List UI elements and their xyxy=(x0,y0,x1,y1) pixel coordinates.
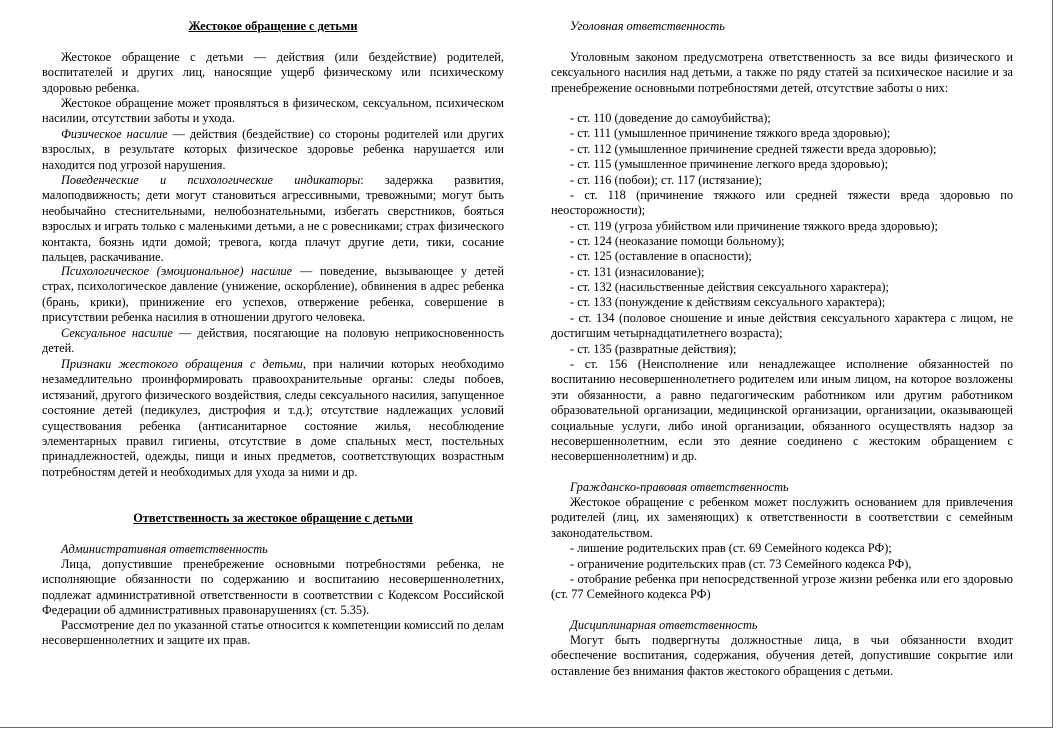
text-signs: , при наличии которых необходимо незамедлительно проинформировать правоохранительные органы: следы побоев, истязаний, другого физического воздействия, следы сексуального насилия, запущенное состояние детей (педикулез, дистрофия и т.д.); отсутствие надлежащих условий существования ребенка (антисанитарное состояние жилья, несоблюдение элементарных правил гигиены, отсутствие в доме спальных мест, постельных принадлежностей, одежды, пищи и иных предметов, соответствующих возрастным потребностям детей и необходимых для ухода за ними и др. xyxy=(42,357,504,479)
civil-item: - лишение родительских прав (ст. 69 Семейного кодекса РФ); xyxy=(570,541,892,555)
criminal-item: - ст. 112 (умышленное причинение средней тяжести вреда здоровью); xyxy=(570,142,937,156)
civil-heading: Гражданско-правовая ответственность xyxy=(570,480,789,494)
admin-paragraph-2: Рассмотрение дел по указанной статье относится к компетенции комиссий по делам несовершеннолетних и защите их прав. xyxy=(42,618,504,648)
term-sexual-violence: Сексуальное насилие xyxy=(61,326,173,340)
paragraph-forms: Жестокое обращение может проявляться в физическом, сексуальном, психическом насилии, отсутствии заботы и ухода. xyxy=(42,96,504,126)
criminal-item: - ст. 115 (умышленное причинение легкого вреда здоровью); xyxy=(570,157,889,171)
criminal-item: - ст. 110 (доведение до самоубийства); xyxy=(570,111,771,125)
paragraph-psychological-violence xyxy=(42,264,504,326)
criminal-heading: Уголовная ответственность xyxy=(570,19,725,33)
disciplinary-heading: Дисциплинарная ответственность xyxy=(570,618,758,632)
paragraph-sexual-violence xyxy=(42,326,504,357)
term-indicators: Поведенческие и психологические индикаторы xyxy=(61,173,361,187)
civil-item: - ограничение родительских прав (ст. 73 Семейного кодекса РФ), xyxy=(570,557,912,571)
text-psychological-violence: — поведение, вызывающее у детей страх, психологическое давление (унижение, оскорбление), обвинения в адрес ребенка (брань, крики), принижение его успехов, отвержение ребенка, совершение в присутствии ребенка насилия в отношении другого человека. xyxy=(42,264,504,325)
admin-heading: Административная ответственность xyxy=(61,542,268,556)
criminal-item: - ст. 111 (умышленное причинение тяжкого вреда здоровью); xyxy=(570,126,891,140)
criminal-item: - ст. 131 (изнасилование); xyxy=(570,265,705,279)
paragraph-physical-violence xyxy=(42,127,504,173)
term-psychological-violence: Психологическое (эмоциональное) насилие xyxy=(61,264,293,278)
criminal-item: - ст. 125 (оставление в опасности); xyxy=(570,249,752,263)
paragraph-indicators xyxy=(42,173,504,265)
disciplinary-text: Могут быть подвергнуты должностные лица, в чьи обязанности входит обеспечение воспитания, содержания, обучения детей, допустившие сокрытие или оставление без внимания фактов жестокого обращения с детьми. xyxy=(551,633,1013,678)
term-signs: Признаки жестокого обращения с детьми xyxy=(61,357,303,371)
criminal-item: - ст. 119 (угроза убийством или причинение тяжкого вреда здоровью); xyxy=(570,219,938,233)
section-title: Жестокое обращение с детьми xyxy=(188,19,358,33)
text-physical-violence: — действия (бездействие) со стороны родителей или других взрослых, в результате которых физическое здоровье ребенка нарушается или находится под угрозой нарушения. xyxy=(42,127,504,172)
paragraph-definition: Жестокое обращение с детьми — действия (или бездействие) родителей, воспитателей и других лиц, наносящие ущерб физическому или психическому здоровью ребенка. xyxy=(42,50,504,95)
criminal-item: - ст. 124 (неоказание помощи больному); xyxy=(570,234,785,248)
criminal-item: - ст. 118 (причинение тяжкого или средней тяжести вреда здоровью по неосторожности); xyxy=(551,188,1013,218)
text-sexual-violence: — действия, посягающие на половую неприкосновенность детей. xyxy=(42,326,504,356)
criminal-item: - ст. 156 (Неисполнение или ненадлежащее исполнение обязанностей по воспитанию несовершеннолетнего родителем или иным лицом, на которое возложены эти обязанности, а равно педагогическим работником или другим работником образовательной организации, медицинской организации, организации, оказывающей социальные услуги, либо иной организации, обязанного осуществлять надзор за несовершеннолетним, если это деяние соединено с жестоким обращением с несовершеннолетним) и др. xyxy=(551,357,1013,464)
criminal-item: - ст. 133 (понуждение к действиям сексуального характера); xyxy=(570,295,886,309)
text-indicators: : задержка развития, малоподвижность; дети могут становиться агрессивными, тревожными; могут быть необычайно стеснительными, нелюбознательными, избегать сверстников, бояться взрослых и играть только с маленькими детьми, а не с ровесниками; страх физического контакта, боязнь идти домой; тревога, когда плачут другие дети, тики, сосание пальцев, раскачивание. xyxy=(42,173,504,265)
admin-paragraph-1: Лица, допустившие пренебрежение основными потребностями ребенка, не исполняющие обязанности по содержанию и воспитанию несовершеннолетних, подлежат административной ответственности в соответствии с Кодексом Российской Федерации об административных правонарушениях (ст. 5.35). xyxy=(42,557,504,618)
paragraph-signs xyxy=(42,357,504,480)
criminal-item: - ст. 116 (побои); ст. 117 (истязание); xyxy=(570,173,762,187)
criminal-item: - ст. 134 (половое сношение и иные действия сексуального характера с лицом, не достигшим четырнадцатилетнего возраста); xyxy=(551,311,1013,341)
criminal-item: - ст. 132 (насильственные действия сексуального характера); xyxy=(570,280,889,294)
criminal-item: - ст. 135 (развратные действия); xyxy=(570,342,737,356)
term-physical-violence: Физическое насилие xyxy=(61,127,168,141)
civil-item: - отобрание ребенка при непосредственной угрозе жизни ребенка или его здоровью (ст. 77 Семейного кодекса РФ) xyxy=(551,572,1013,602)
criminal-intro: Уголовным законом предусмотрена ответственность за все виды физического и сексуального насилия над детьми, а также по ряду статей за психическое насилие и за пренебрежение основными потребностями детей, отсутствие заботы о них: xyxy=(551,50,1013,95)
civil-intro: Жестокое обращение с ребенком может послужить основанием для привлечения родителей (лиц, их заменяющих) к ответственности в соответствии с семейным законодательством. xyxy=(551,495,1013,540)
responsibility-title: Ответственность за жестокое обращение с детьми xyxy=(133,511,413,525)
